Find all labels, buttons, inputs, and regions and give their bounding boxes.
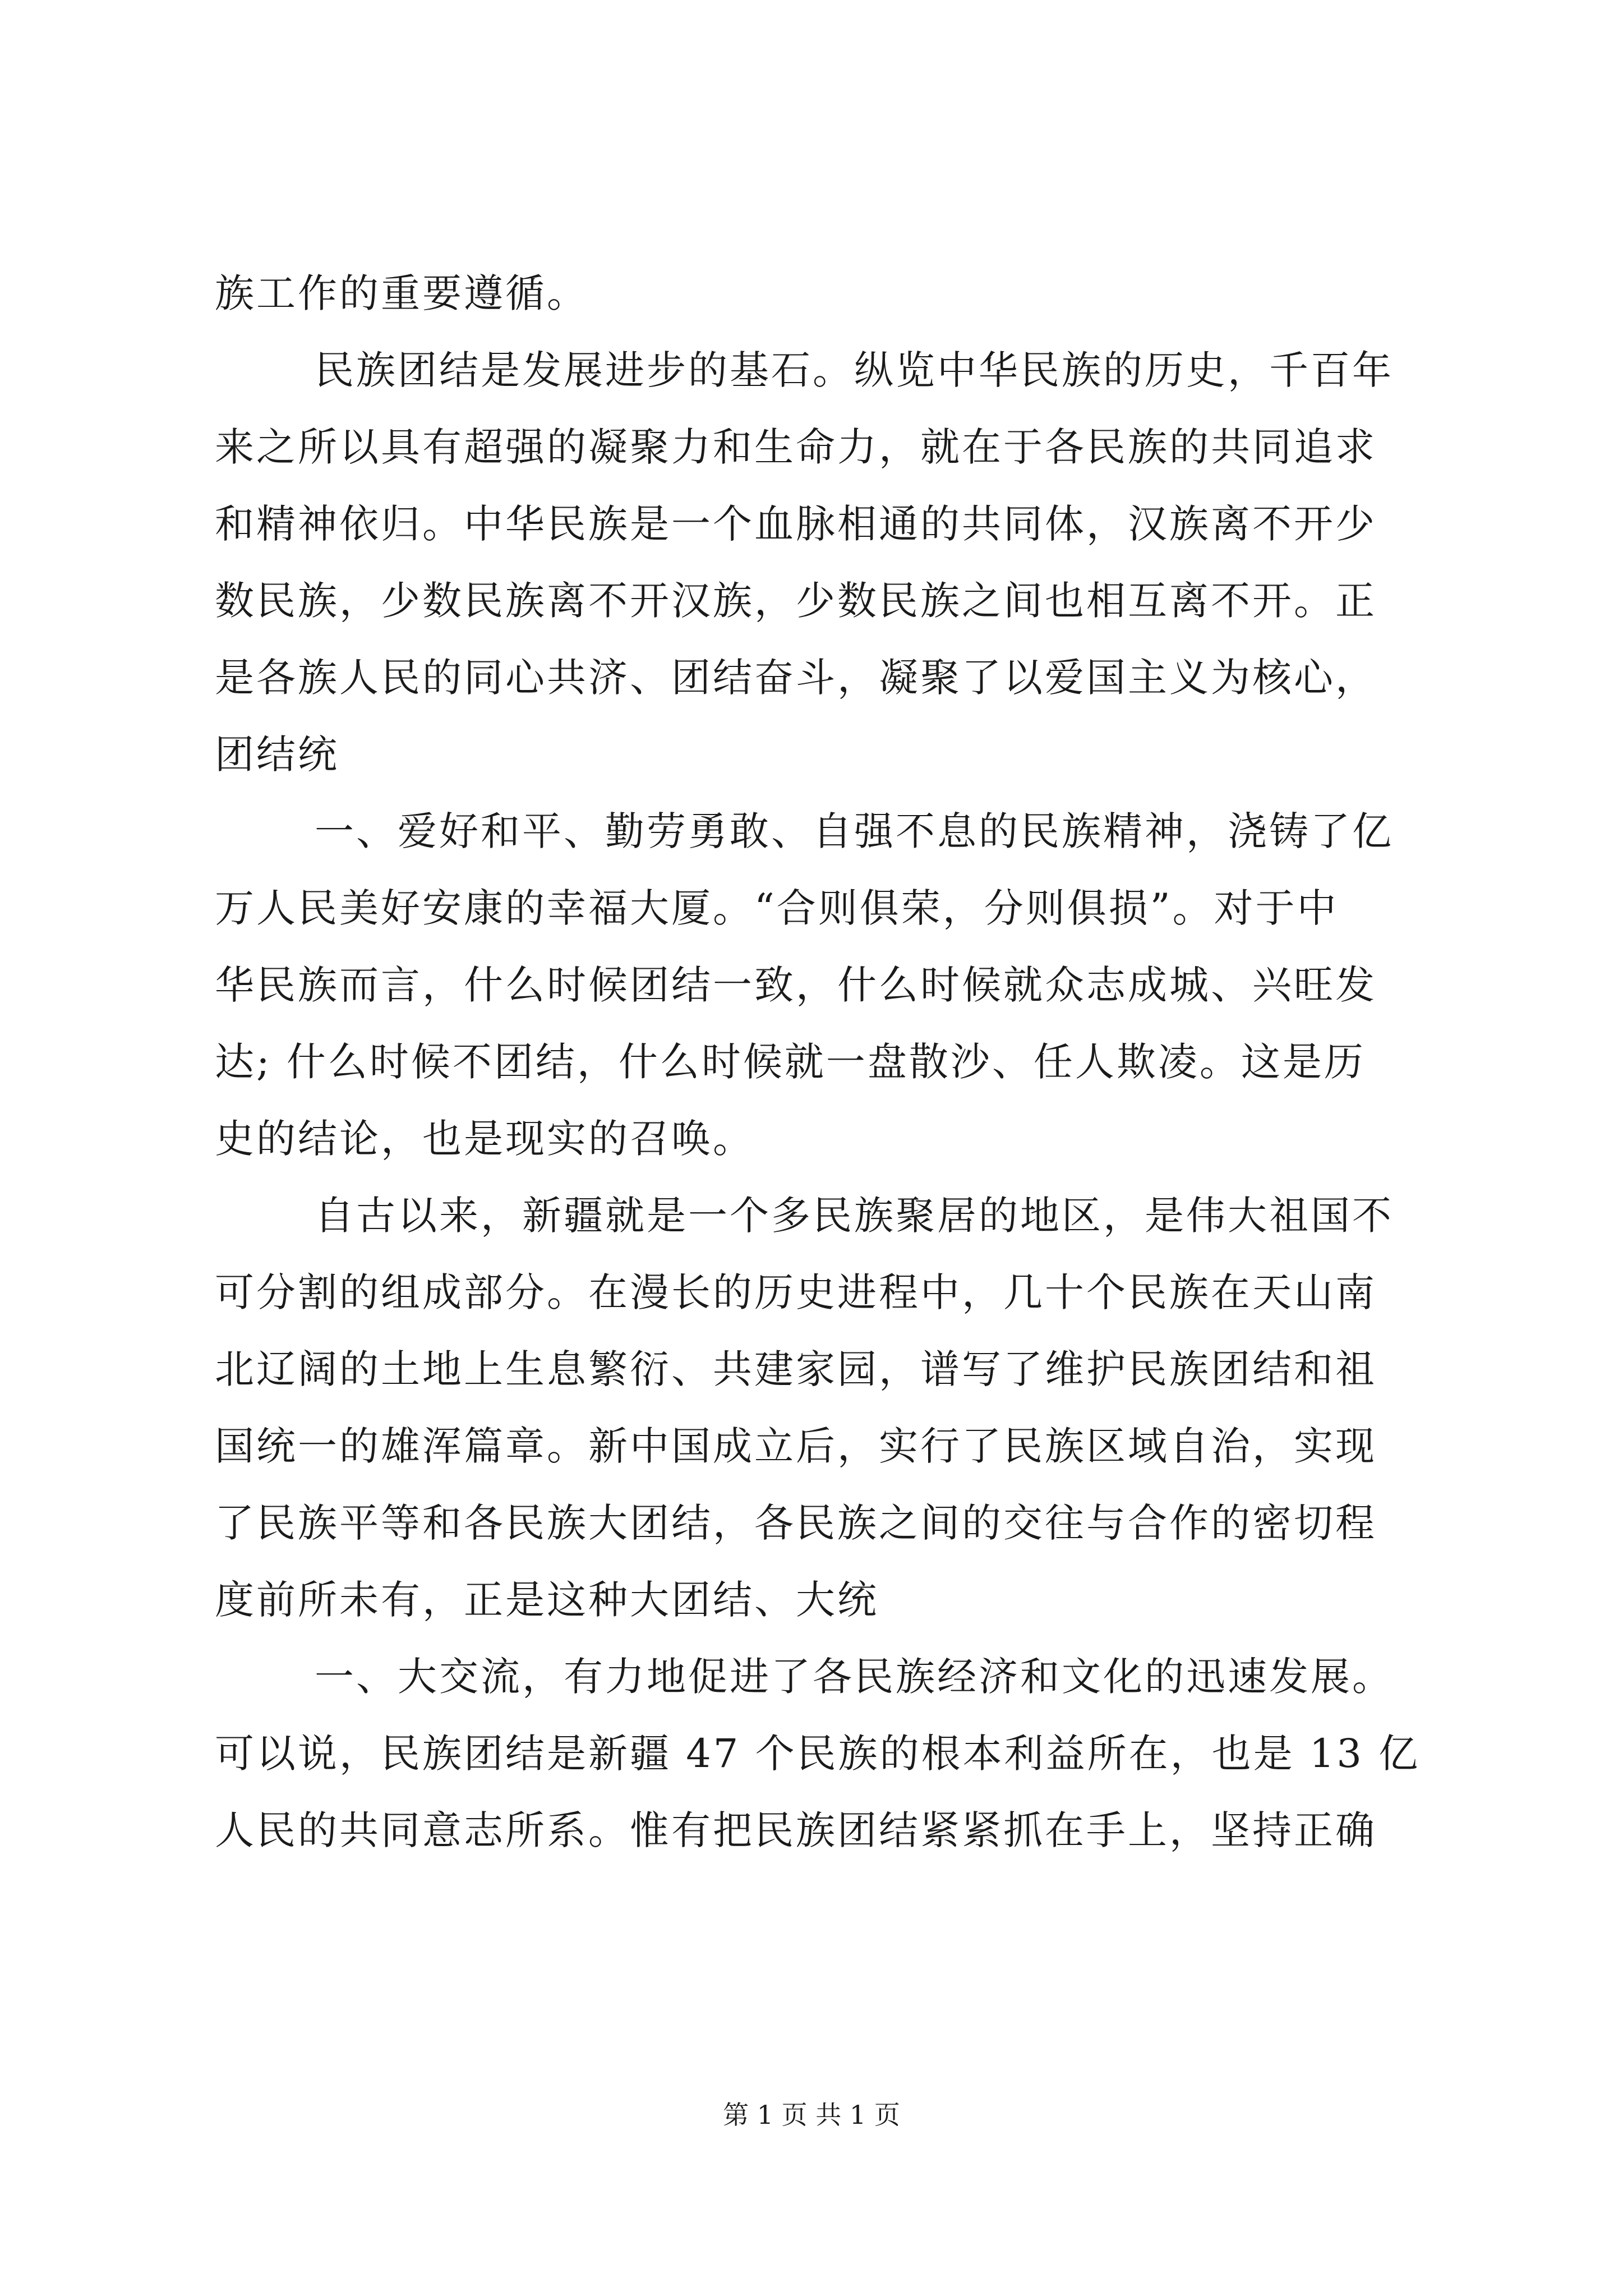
text-line: 北辽阔的土地上生息繁衍、共建家园，谱写了维护民族团结和祖 — [215, 1346, 1377, 1392]
text-line: 来之所以具有超强的凝聚力和生命力，就在于各民族的共同追求 — [215, 424, 1377, 470]
text-line: 万人民美好安康的幸福大厦。“合则俱荣，分则俱损”。对于中 — [215, 885, 1339, 931]
text-line: 了民族平等和各民族大团结，各民族之间的交往与合作的密切程 — [215, 1500, 1377, 1546]
text-line: 族工作的重要遵循。 — [215, 270, 588, 316]
text-line: 度前所未有，正是这种大团结、大统 — [215, 1577, 879, 1623]
text-line: 民族团结是发展进步的基石。纵览中华民族的历史，千百年 — [315, 347, 1394, 393]
text-line: 是各族人民的同心共济、团结奋斗，凝聚了以爱国主义为核心， — [215, 655, 1377, 701]
text-line: 国统一的雄浑篇章。新中国成立后，实行了民族区域自治，实现 — [215, 1423, 1377, 1469]
text-line: 数民族，少数民族离不开汉族，少数民族之间也相互离不开。正 — [215, 578, 1377, 624]
text-line: 一、大交流，有力地促进了各民族经济和文化的迅速发展。 — [315, 1654, 1394, 1700]
page-footer: 第 1 页 共 1 页 — [723, 2100, 900, 2130]
text-line: 可以说，民族团结是新疆 47 个民族的根本利益所在，也是 13 亿 — [215, 1731, 1421, 1777]
document-body — [215, 255, 1421, 1869]
text-line: 和精神依归。中华民族是一个血脉相通的共同体，汉族离不开少 — [215, 501, 1377, 547]
text-line: 史的结论，也是现实的召唤。 — [215, 1116, 754, 1162]
text-line: 达; 什么时候不团结，什么时候就一盘散沙、任人欺凌。这是历 — [215, 1039, 1366, 1085]
text-line: 一、爱好和平、勤劳勇敢、自强不息的民族精神，浇铸了亿 — [315, 808, 1394, 854]
text-line: 人民的共同意志所系。惟有把民族团结紧紧抓在手上，坚持正确 — [215, 1807, 1377, 1853]
text-line: 华民族而言，什么时候团结一致，什么时候就众志成城、兴旺发 — [215, 962, 1377, 1008]
text-line: 自古以来，新疆就是一个多民族聚居的地区，是伟大祖国不 — [315, 1193, 1394, 1239]
text-line: 可分割的组成部分。在漫长的历史进程中，几十个民族在天山南 — [215, 1269, 1377, 1315]
text-line: 团结统 — [215, 731, 339, 777]
